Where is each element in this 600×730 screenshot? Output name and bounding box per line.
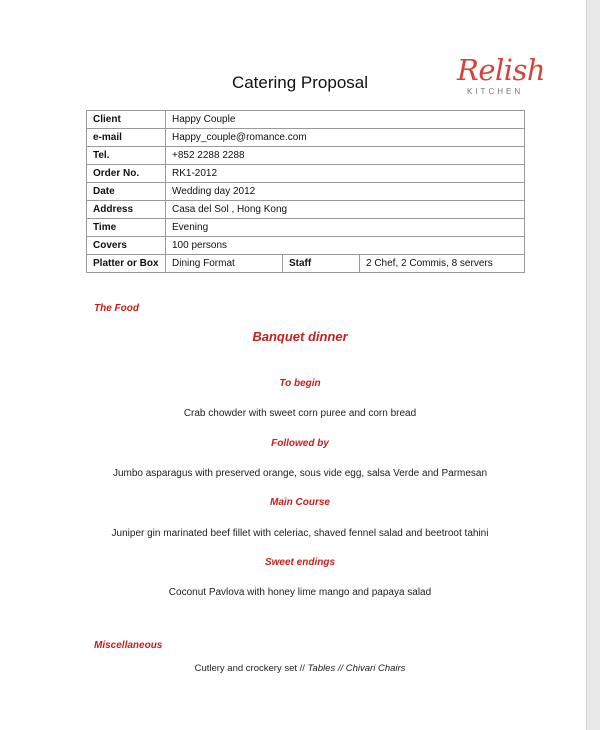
course-dish: Coconut Pavlova with honey lime mango and papaya salad [168,587,432,598]
misc-items-plain: Cutlery and crockery set // [194,663,308,674]
row-label: Tel. [87,147,166,165]
course-title: Sweet endings [264,557,335,568]
row-label: Order No. [87,165,166,183]
course-title: Main Course [269,497,330,508]
table-row [87,165,525,183]
logo-script-text: Relish [457,53,546,87]
table-row [87,111,525,129]
row-label: Address [87,201,166,219]
course-title: To begin [279,378,321,389]
table-row [87,183,525,201]
row-label: Platter or Box [87,255,166,273]
row-value: Wedding day 2012 [166,183,525,201]
row-label: Date [87,183,166,201]
table-row [87,237,525,255]
staff-label: Staff [283,255,360,273]
misc-section-label: Miscellaneous [94,640,163,651]
logo-subtext: KITCHEN [467,87,524,96]
course-title: Followed by [271,438,329,449]
row-value: Casa del Sol , Hong Kong [166,201,525,219]
row-value: Happy_couple@romance.com [166,129,525,147]
row-value: +852 2288 2288 [166,147,525,165]
misc-items [0,663,600,674]
food-section-label: The Food [94,303,139,314]
row-label: Covers [87,237,166,255]
row-value: Happy Couple [166,111,525,129]
course-dish: Jumbo asparagus with preserved orange, sous vide egg, salsa Verde and Parmesan [112,468,488,479]
table-row [87,219,525,237]
row-value: Evening [166,219,525,237]
course-dish: Juniper gin marinated beef fillet with celeriac, shaved fennel salad and beetroot tahini [111,528,489,539]
row-value: Dining Format [166,255,283,273]
table-row [87,201,525,219]
course-dish: Crab chowder with sweet corn puree and corn bread [183,408,417,419]
menu-heading: Banquet dinner [252,329,348,344]
misc-items-italic: Tables // Chivari Chairs [307,663,406,674]
row-value: 100 persons [166,237,525,255]
staff-value: 2 Chef, 2 Commis, 8 servers [360,255,525,273]
relish-kitchen-logo [455,54,555,100]
row-label: e-mail [87,129,166,147]
order-info-table [86,110,525,273]
row-label: Time [87,219,166,237]
table-row [87,129,525,147]
page-title: Catering Proposal [231,73,369,92]
table-row [87,255,525,273]
row-value: RK1-2012 [166,165,525,183]
table-row [87,147,525,165]
row-label: Client [87,111,166,129]
